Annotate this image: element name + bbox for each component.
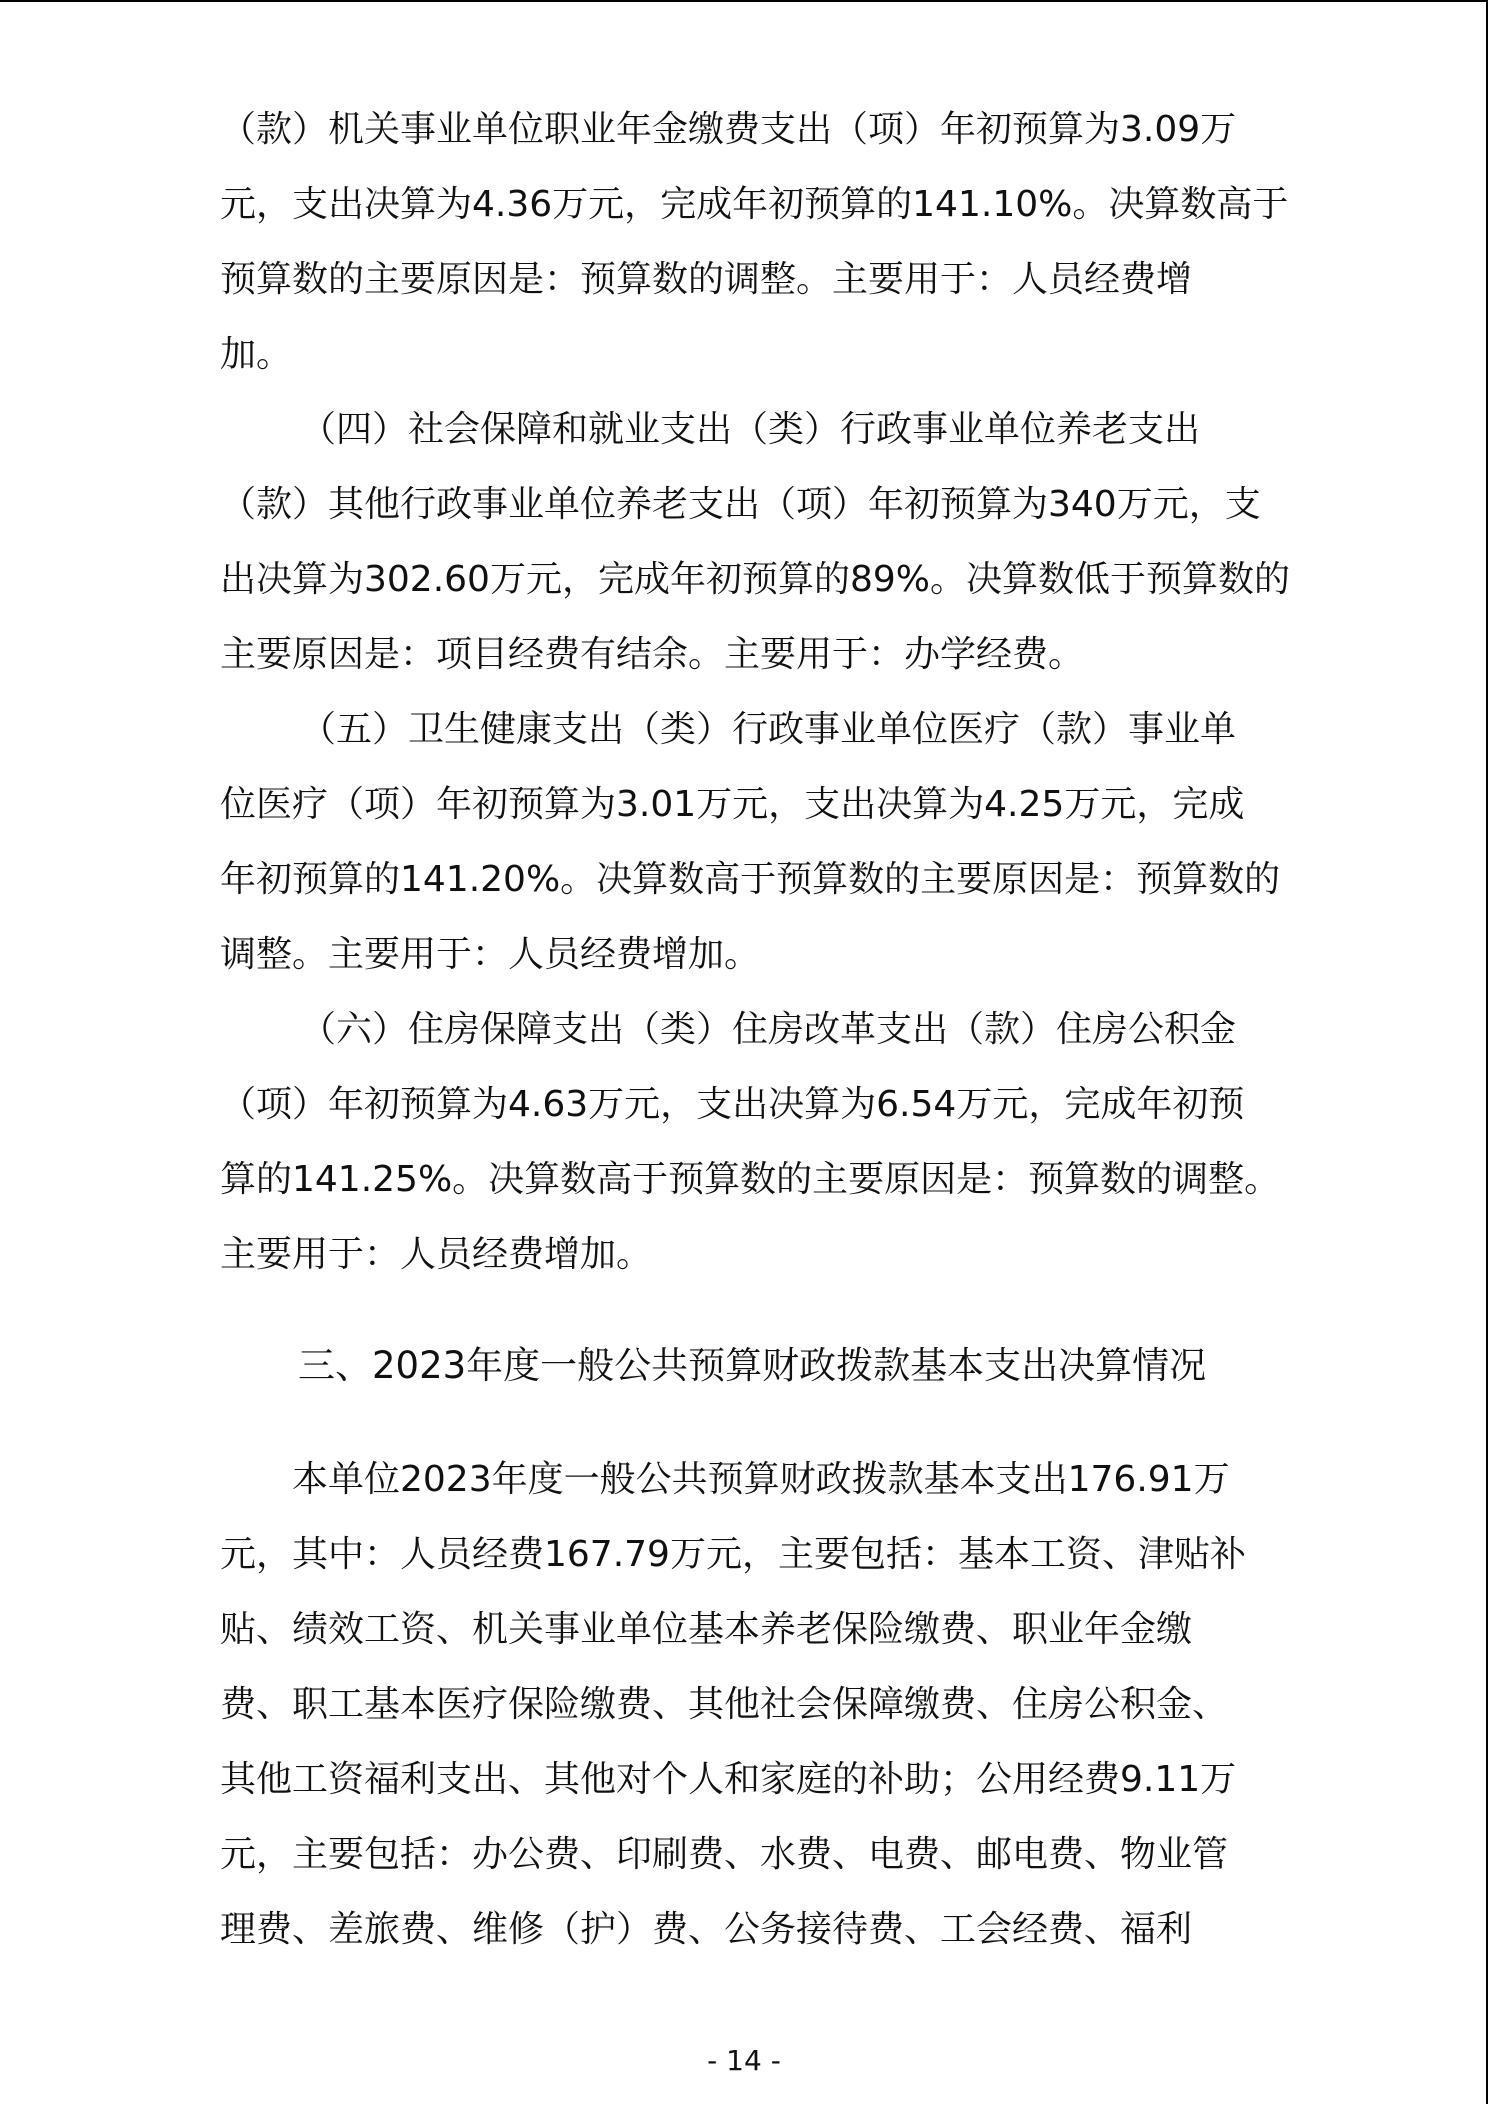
paragraph-line: 主要原因是：项目经费有结余。主要用于：办学经费。 (220, 634, 1085, 675)
paragraph-line: 调整。主要用于：人员经费增加。 (220, 934, 761, 975)
paragraph-line: 出决算为302.60万元，完成年初预算的89%。决算数低于预算数的 (220, 559, 1290, 600)
paragraph-line: 理费、差旅费、维修（护）费、公务接待费、工会经费、福利 (220, 1909, 1193, 1950)
paragraph-line: 贴、绩效工资、机关事业单位基本养老保险缴费、职业年金缴 (220, 1609, 1193, 1650)
paragraph-line: 元，支出决算为4.36万元，完成年初预算的141.10%。决算数高于 (220, 184, 1289, 225)
paragraph-line: 元，主要包括：办公费、印刷费、水费、电费、邮电费、物业管 (220, 1834, 1229, 1875)
paragraph-line: （款）机关事业单位职业年金缴费支出（项）年初预算为3.09万 (220, 109, 1237, 150)
paragraph-line: 本单位2023年度一般公共预算财政拨款基本支出176.91万 (292, 1459, 1230, 1500)
paragraph-line: 位医疗（项）年初预算为3.01万元，支出决算为4.25万元，完成 (220, 784, 1245, 825)
paragraph-line: （五）卫生健康支出（类）行政事业单位医疗（款）事业单 (300, 709, 1237, 750)
paragraph-line: （四）社会保障和就业支出（类）行政事业单位养老支出 (300, 409, 1201, 450)
paragraph-line: 年初预算的141.20%。决算数高于预算数的主要原因是：预算数的 (220, 859, 1281, 900)
paragraph-line: 加。 (220, 334, 293, 375)
page-number: - 14 - (707, 2044, 781, 2077)
paragraph-line: （六）住房保障支出（类）住房改革支出（款）住房公积金 (300, 1009, 1237, 1050)
paragraph-line: 主要用于：人员经费增加。 (220, 1234, 653, 1275)
paragraph-line: 其他工资福利支出、其他对个人和家庭的补助；公用经费9.11万 (220, 1759, 1237, 1800)
paragraph-line: （项）年初预算为4.63万元，支出决算为6.54万元，完成年初预 (220, 1084, 1245, 1125)
section-heading: 三、2023年度一般公共预算财政拨款基本支出决算情况 (298, 1344, 1207, 1387)
paragraph-line: 算的141.25%。决算数高于预算数的主要原因是：预算数的调整。 (220, 1159, 1281, 1200)
paragraph-line: 元，其中：人员经费167.79万元，主要包括：基本工资、津贴补 (220, 1534, 1246, 1575)
paragraph-line: 费、职工基本医疗保险缴费、其他社会保障缴费、住房公积金、 (220, 1684, 1229, 1725)
paragraph-line: 预算数的主要原因是：预算数的调整。主要用于：人员经费增 (220, 259, 1193, 300)
paragraph-line: （款）其他行政事业单位养老支出（项）年初预算为340万元，支 (220, 484, 1261, 525)
